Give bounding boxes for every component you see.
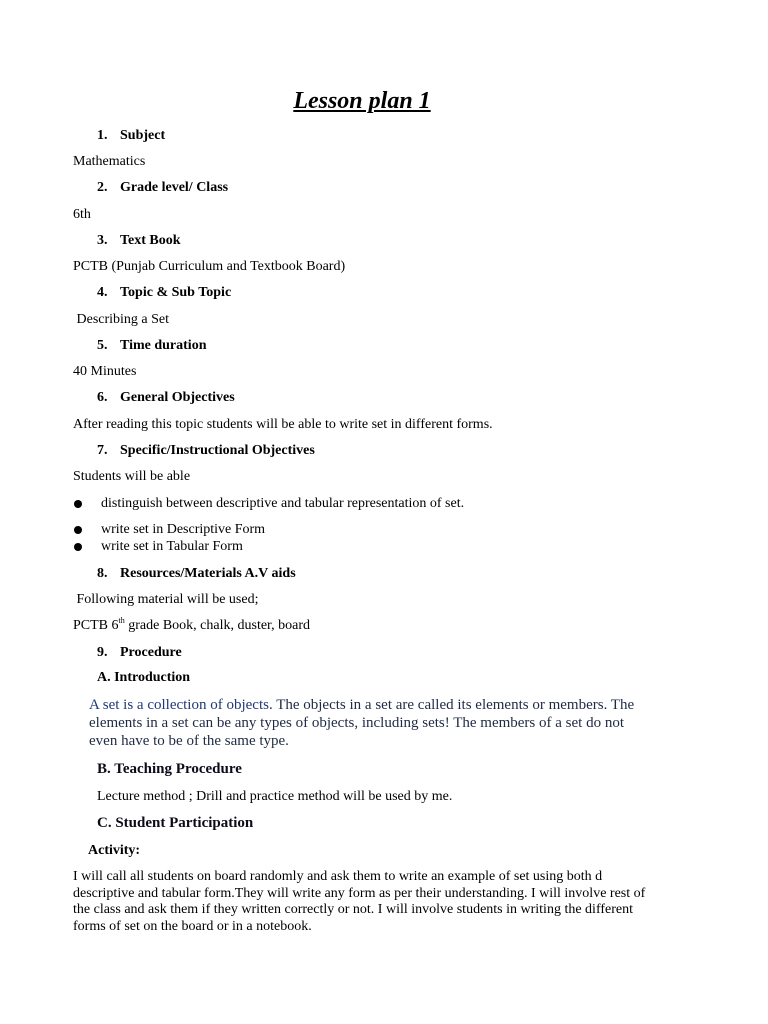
objective-text: write set in Descriptive Form [101, 522, 266, 537]
introduction-paragraph [89, 696, 654, 750]
section-number: 1. [97, 128, 108, 143]
section-number: 4. [97, 285, 108, 300]
section-number: 2. [97, 180, 108, 195]
student-participation-heading: C. Student Participation [97, 815, 254, 831]
section-title: Procedure [120, 645, 182, 660]
objective-text: distinguish between descriptive and tabular representation of set. [101, 496, 465, 511]
section-content-resources: Following material will be used; [73, 592, 259, 607]
introduction-body: . The objects in a set are called its elements or members. The elements in a set can be any types of objects, including sets! The members of a set do not even have to be of the same type. [89, 697, 635, 749]
teaching-procedure-text: Lecture method ; Drill and practice method will be used by me. [97, 789, 453, 804]
section-heading-subject [97, 127, 165, 145]
section-content-subject: Mathematics [73, 154, 146, 169]
objective-text: write set in Tabular Form [101, 539, 243, 554]
section-title: Resources/Materials A.V aids [120, 566, 296, 581]
section-title: Time duration [120, 338, 207, 353]
objective-list-item [74, 538, 494, 556]
section-heading-procedure [97, 644, 182, 662]
section-heading-duration [97, 337, 206, 355]
section-title: Grade level/ Class [120, 180, 229, 195]
section-content-grade: 6th [73, 207, 91, 222]
section-title: Specific/Instructional Objectives [120, 443, 315, 458]
section-content-topic: Describing a Set [73, 312, 170, 327]
activity-paragraph: I will call all students on board randomly and ask them to write an example of set using both d descriptive and tabular form.They will write any form as per their understanding. I will involve rest of the class and ask them if they written correctly or not. I will involve students in writing the different forms of set on the board or in a notebook. [73, 869, 646, 934]
section-number: 6. [97, 390, 108, 405]
bullet-icon [74, 500, 82, 508]
materials-prefix: PCTB 6 [73, 618, 119, 633]
materials-suffix: grade Book, chalk, duster, board [124, 618, 311, 633]
section-content-general-objectives: After reading this topic students will be able to write set in different forms. [73, 417, 493, 432]
section-heading-textbook [97, 232, 181, 250]
section-content-specific-objectives: Students will be able [73, 469, 191, 484]
objective-list-item [74, 495, 494, 513]
section-title: General Objectives [120, 390, 235, 405]
section-number: 7. [97, 443, 108, 458]
section-number: 9. [97, 645, 108, 660]
section-number: 3. [97, 233, 108, 248]
section-heading-general-objectives [97, 389, 235, 407]
section-title: Text Book [120, 233, 181, 248]
section-heading-grade [97, 179, 228, 197]
section-number: 5. [97, 338, 108, 353]
page-title: Lesson plan 1 [293, 88, 431, 114]
bullet-icon [74, 543, 82, 551]
introduction-heading: A. Introduction [97, 670, 191, 685]
materials-list [73, 617, 310, 635]
materials-superscript: th [118, 616, 125, 625]
objective-list-item [74, 521, 494, 539]
section-content-textbook: PCTB (Punjab Curriculum and Textbook Board) [73, 259, 346, 274]
section-title: Topic & Sub Topic [120, 285, 232, 300]
section-heading-resources [97, 565, 296, 583]
section-content-duration: 40 Minutes [73, 364, 137, 379]
section-number: 8. [97, 566, 108, 581]
section-heading-topic [97, 284, 231, 302]
activity-heading: Activity: [88, 843, 141, 858]
section-heading-specific-objectives [97, 442, 315, 460]
teaching-procedure-heading: B. Teaching Procedure [97, 761, 242, 777]
introduction-lead: A set is a collection of objects [89, 697, 269, 713]
bullet-icon [74, 526, 82, 534]
section-title: Subject [120, 128, 166, 143]
